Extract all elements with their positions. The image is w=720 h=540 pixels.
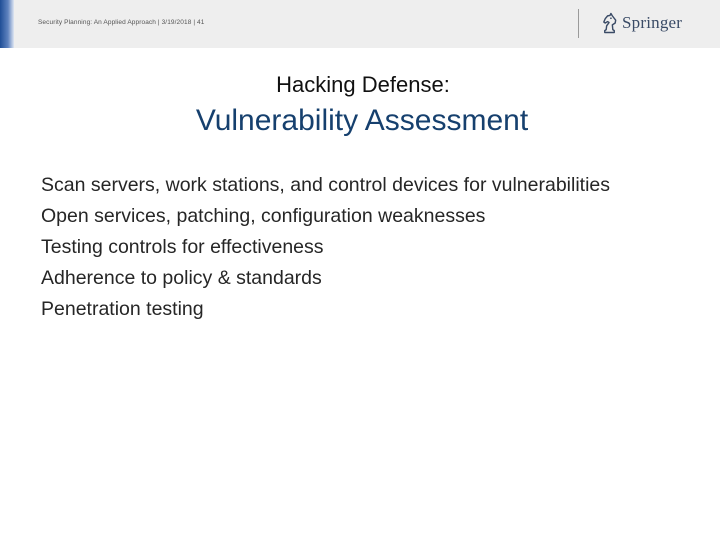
bullet-item: Testing controls for effectiveness xyxy=(41,236,324,258)
header-bar xyxy=(0,0,720,48)
bullet-item: Open services, patching, configuration weaknesses xyxy=(41,205,486,227)
logo-wordmark: Springer xyxy=(622,13,683,32)
bullet-list xyxy=(41,170,610,325)
bullet-item: Penetration testing xyxy=(41,298,204,320)
bullet-item: Adherence to policy & standards xyxy=(41,267,322,289)
slide-title-line2: Vulnerability Assessment xyxy=(195,104,529,137)
header-divider xyxy=(578,9,579,38)
chess-knight-icon xyxy=(600,11,619,35)
slide-footer-info: Security Planning: An Applied Approach | 3/19/2018 | 41 xyxy=(38,19,205,26)
header-accent-stripe xyxy=(0,0,14,48)
slide-title-line1: Hacking Defense: xyxy=(276,72,450,97)
bullet-item: Scan servers, work stations, and control devices for vulnerabilities xyxy=(41,174,611,196)
springer-logo xyxy=(600,10,682,36)
